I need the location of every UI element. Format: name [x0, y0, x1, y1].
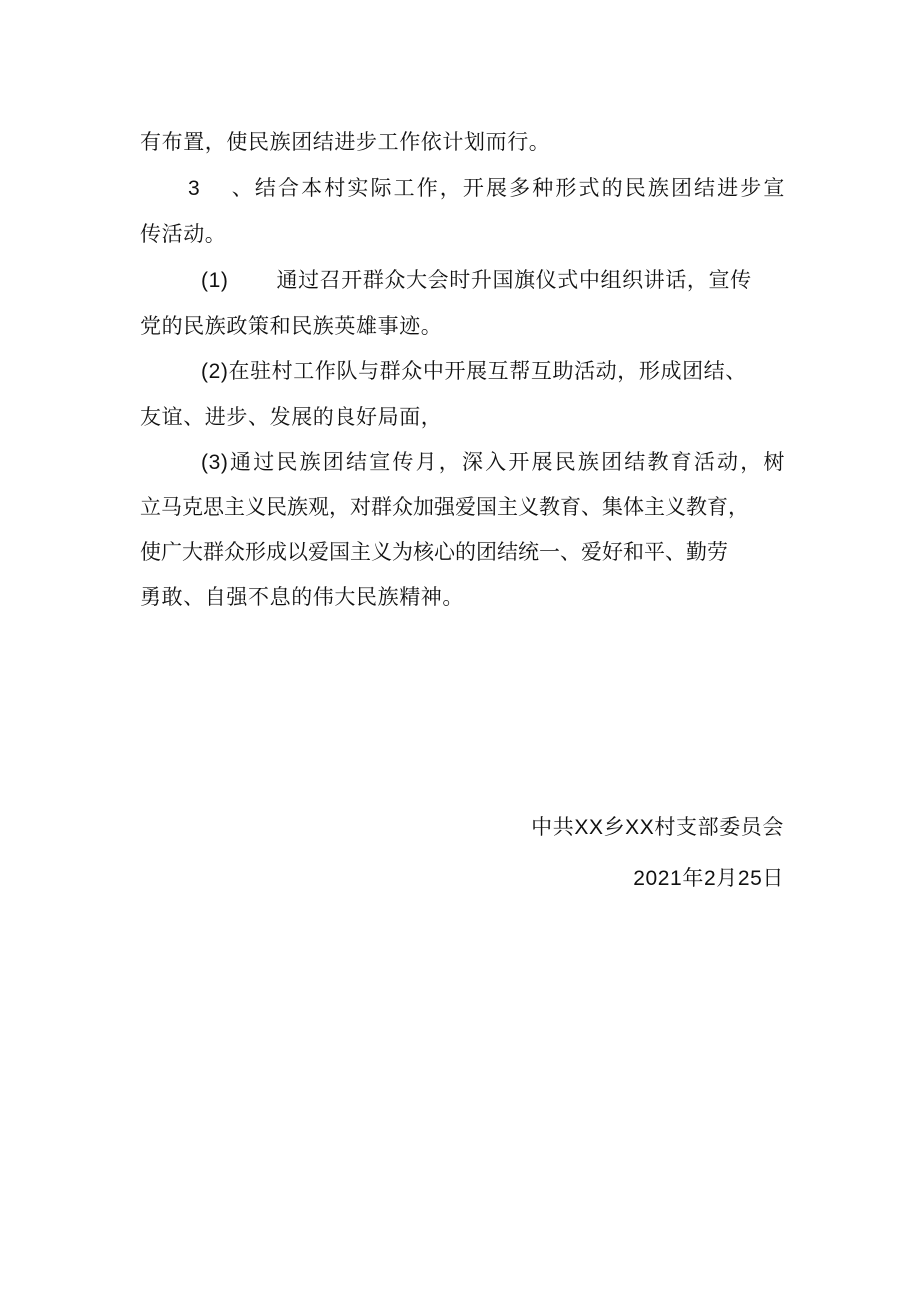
date-month: 2 — [703, 867, 717, 890]
paragraph-5-line-4 — [140, 582, 785, 612]
date-year: 2021 — [633, 867, 683, 890]
signature-organization — [531, 812, 784, 843]
paragraph-4-line-1 — [201, 356, 785, 387]
signature-date — [633, 863, 784, 894]
item-marker: (3) — [201, 451, 229, 474]
text: 立马克思主义民族观，对群众加强爱国主义教育、集体主义教育， — [140, 495, 749, 519]
item-marker: (2) — [201, 360, 229, 383]
paragraph-3-line-2 — [140, 311, 785, 341]
text: 传活动。 — [140, 222, 227, 246]
org-suffix: 村支部委员会 — [654, 815, 784, 839]
item-marker: (1) — [201, 269, 229, 292]
org-prefix: 中共 — [531, 815, 575, 839]
paragraph-5-line-1 — [201, 447, 785, 478]
date-day: 25 — [737, 867, 763, 890]
text: 、结合本村实际工作，开展多种形式的民族团结进步宣 — [230, 176, 785, 200]
text: 有布置，使民族团结进步工作依计划而行。 — [140, 130, 551, 154]
date-month-unit: 月 — [716, 866, 738, 890]
item-marker: 3 — [188, 177, 201, 200]
text: 勇敢、自强不息的伟大民族精神。 — [140, 585, 464, 609]
text: 友谊、进步、发展的良好局面， — [140, 405, 443, 429]
date-year-unit: 年 — [682, 866, 704, 890]
text: 通过召开群众大会时升国旗仪式中组织讲话，宣传 — [276, 268, 752, 292]
paragraph-2-line-1 — [188, 173, 785, 204]
paragraph-5-line-3 — [140, 537, 785, 567]
org-placeholder-township: XX — [574, 816, 604, 839]
paragraph-3-line-1 — [201, 265, 785, 296]
org-placeholder-village: XX — [625, 816, 655, 839]
paragraph-5-line-2 — [140, 492, 785, 522]
paragraph-2-line-2 — [140, 219, 785, 249]
org-township-unit: 乡 — [603, 815, 626, 839]
text: 通过民族团结宣传月，深入开展民族团结教育活动，树 — [228, 450, 785, 474]
paragraph-1-line-1 — [140, 127, 785, 157]
date-day-unit: 日 — [762, 866, 784, 890]
text: 党的民族政策和民族英雄事迹。 — [140, 314, 443, 338]
text: 使广大群众形成以爱国主义为核心的团结统一、爱好和平、勤劳 — [140, 540, 728, 564]
text: 在驻村工作队与群众中开展互帮互助活动，形成团结、 — [228, 359, 747, 383]
paragraph-4-line-2 — [140, 402, 785, 432]
